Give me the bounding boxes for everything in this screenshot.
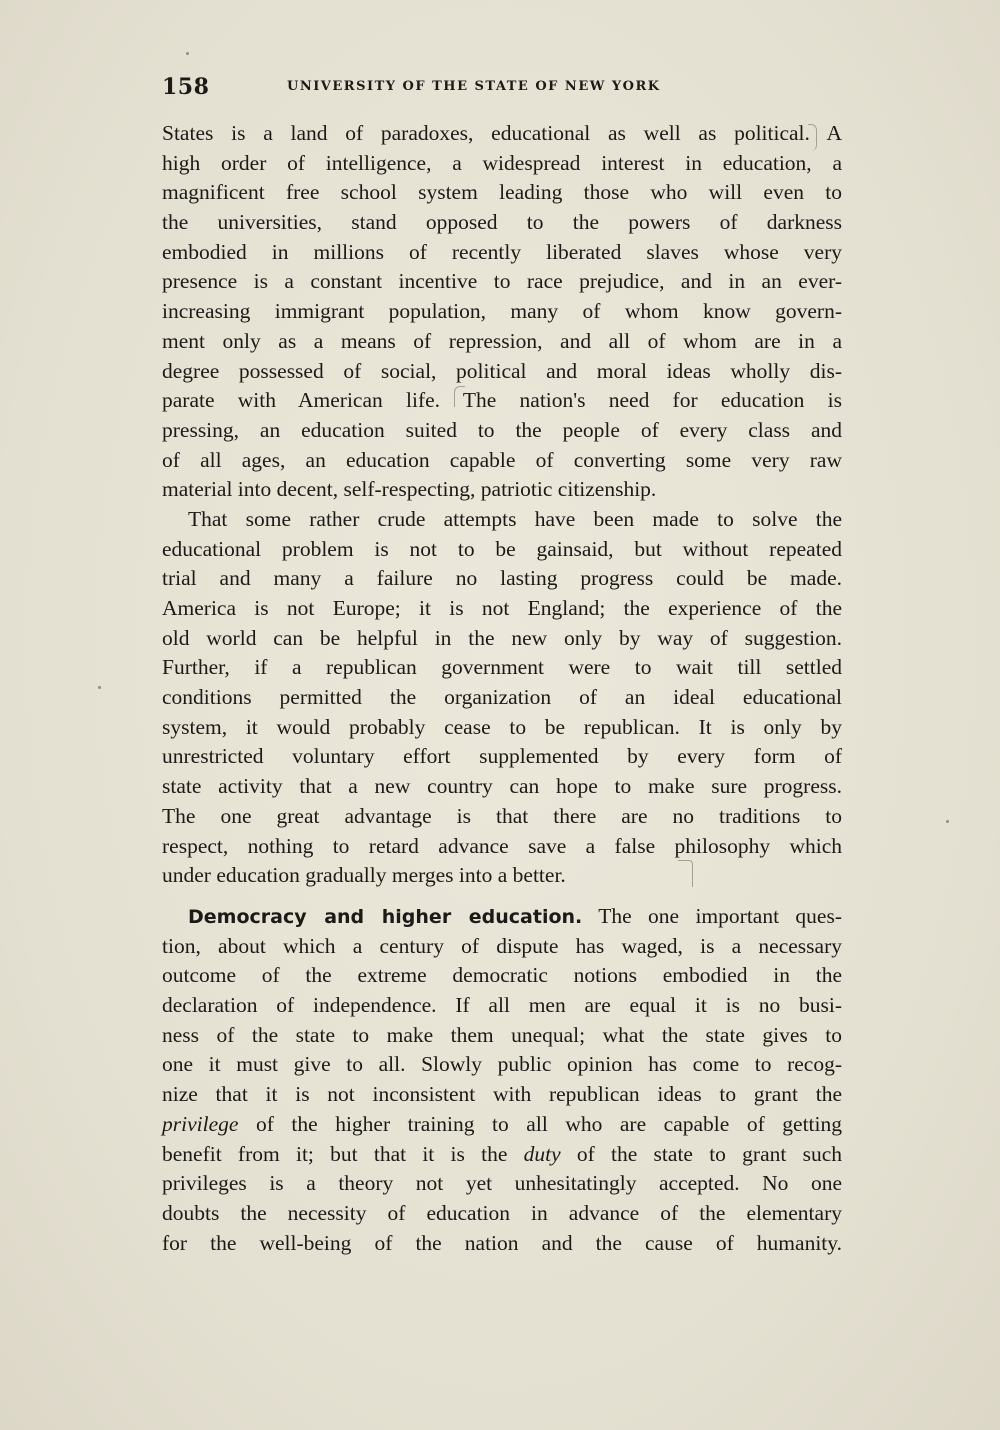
text-line: old world can be helpful in the new only by way of suggestion. xyxy=(162,625,842,650)
text-line: educational problem is not to be gainsaid, but without repeated xyxy=(162,536,842,561)
section-first-line xyxy=(162,902,842,932)
text-line: unrestricted voluntary effort supplemented by every form of xyxy=(162,744,842,769)
text-line xyxy=(162,1140,842,1170)
text-line: trial and many a failure no lasting progress could be made. xyxy=(162,566,842,591)
text-line xyxy=(162,1110,842,1140)
text-line: state activity that a new country can hope to make sure progress. xyxy=(162,774,842,799)
paper-speck xyxy=(186,52,189,55)
pencil-mark xyxy=(454,386,465,407)
text-line: Further, if a republican government were to wait till settled xyxy=(162,655,842,680)
text-line: nize that it is not inconsistent with republican ideas to grant the xyxy=(162,1082,842,1107)
text-line: system, it would probably cease to be republican. It is only by xyxy=(162,714,842,739)
section-heading: Democracy and higher education. xyxy=(188,906,583,928)
text-line: degree possessed of social, political and moral ideas wholly dis- xyxy=(162,358,842,383)
text-run: of the higher training to all who are capable of getting xyxy=(238,1111,842,1136)
italic-run: duty xyxy=(523,1141,561,1166)
running-head: UNIVERSITY OF THE STATE OF NEW YORK xyxy=(287,79,661,94)
text-line: outcome of the extreme democratic notions embodied in the xyxy=(162,963,842,988)
text-run: benefit from it; but that it is the xyxy=(162,1141,524,1166)
italic-run: privilege xyxy=(162,1111,239,1136)
text-line: for the well-being of the nation and the cause of humanity. xyxy=(162,1230,842,1255)
text-line: pressing, an education suited to the people of every class and xyxy=(162,417,842,442)
text-run: of the state to grant such xyxy=(560,1141,842,1166)
text-line: ness of the state to make them unequal; what the state gives to xyxy=(162,1022,842,1047)
paragraph xyxy=(162,505,842,891)
text-line: parate with American life. The nation's need for education is xyxy=(162,388,842,413)
paper-speck xyxy=(946,820,949,823)
text-line: under education gradually merges into a better. xyxy=(162,863,566,888)
text-line: one it must give to all. Slowly public opinion has come to recog- xyxy=(162,1052,842,1077)
text-line: the universities, stand opposed to the powers of darkness xyxy=(162,210,842,235)
paper-speck xyxy=(98,686,101,689)
text-line: tion, about which a century of dispute has waged, is a necessary xyxy=(162,933,842,958)
text-run: The one important ques- xyxy=(598,904,842,928)
page-number: 158 xyxy=(162,74,210,100)
text-line: conditions permitted the organization of an ideal educational xyxy=(162,685,842,710)
page-header xyxy=(162,74,842,104)
pencil-mark xyxy=(678,860,693,887)
paragraph xyxy=(162,119,842,505)
text-line: declaration of independence. If all men are equal it is no busi- xyxy=(162,993,842,1018)
text-line: of all ages, an education capable of converting some very raw xyxy=(162,447,842,472)
text-line: material into decent, self-respecting, patriotic citizenship. xyxy=(162,477,657,502)
pencil-mark xyxy=(808,124,817,151)
text-line: respect, nothing to retard advance save a false philosophy which xyxy=(162,833,842,858)
text-line: The one great advantage is that there are no traditions to xyxy=(162,803,842,828)
text-line: magnificent free school system leading those who will even to xyxy=(162,180,842,205)
text-line: high order of intelligence, a widespread interest in education, a xyxy=(162,150,842,175)
text-line: embodied in millions of recently liberated slaves whose very xyxy=(162,239,842,264)
body-text xyxy=(162,119,842,891)
text-line: ment only as a means of repression, and all of whom are in a xyxy=(162,328,842,353)
text-line: That some rather crude attempts have been made to solve the xyxy=(188,506,842,531)
text-line: America is not Europe; it is not England; the experience of the xyxy=(162,596,842,620)
text-line: increasing immigrant population, many of whom know govern- xyxy=(162,299,842,324)
section-democracy xyxy=(162,902,842,1258)
text-line: States is a land of paradoxes, educational as well as political. A xyxy=(162,121,842,145)
text-line: presence is a constant incentive to race prejudice, and in an ever- xyxy=(162,269,842,294)
text-line: privileges is a theory not yet unhesitatingly accepted. No one xyxy=(162,1171,842,1196)
text-line: doubts the necessity of education in advance of the elementary xyxy=(162,1200,842,1225)
